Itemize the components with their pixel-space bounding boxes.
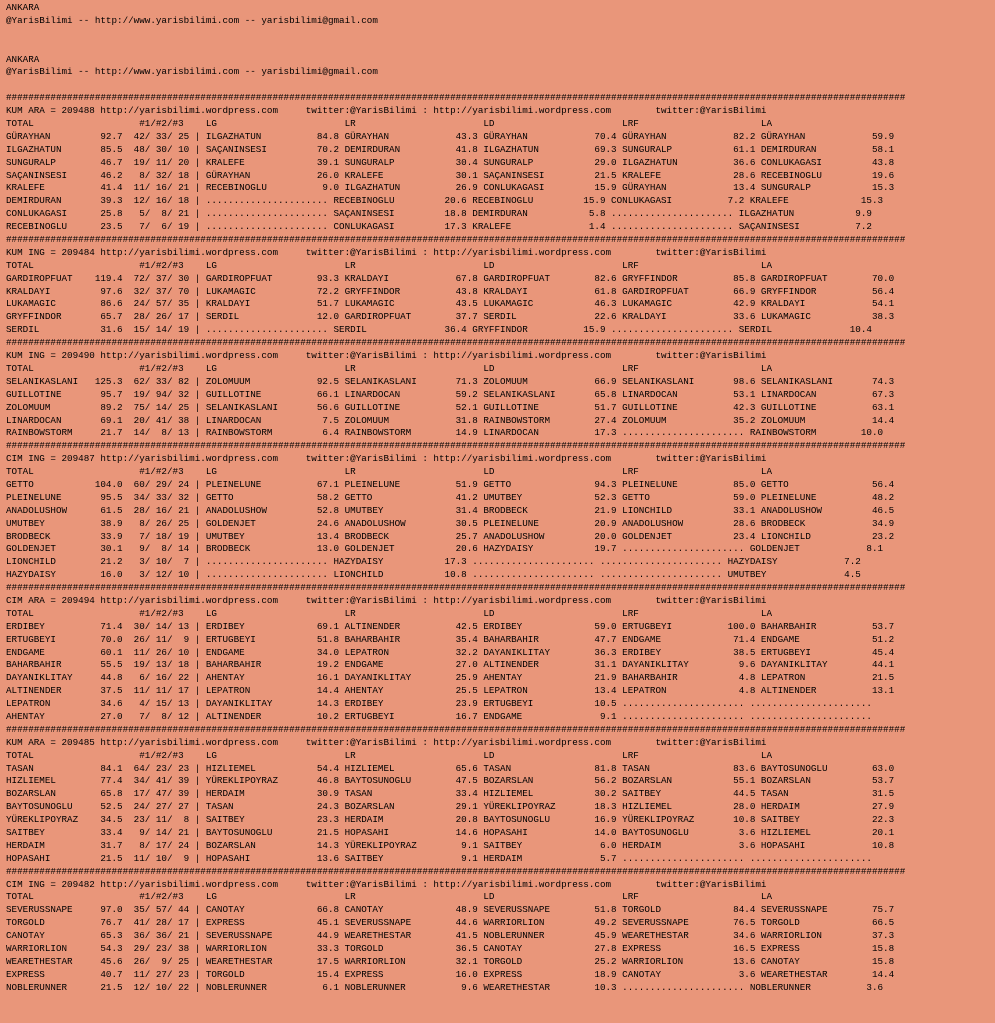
- race-header: KUM ING = 209490 http://yarisbilimi.wordpress.com twitter:@YarisBilimi : http://yarisbilimi.wordpress.com twitter:@YarisBilimi: [6, 350, 767, 362]
- result-row: CANOTAY 65.3 36/ 36/ 21 | SEVERUSSNAPE 44.9 WEARETHESTAR 41.5 NOBLERUNNER 45.9 WEARETHESTAR 34.6 WARRIORLION 37.3: [6, 930, 895, 942]
- section-divider: ##################################################################################################################################################################: [6, 440, 906, 452]
- result-row: HOPASAHI 21.5 11/ 10/ 9 | HOPASAHI 13.6 SAITBEY 9.1 HERDAIM 5.7 ...................... ......................: [6, 852, 872, 864]
- section-divider: ##################################################################################################################################################################: [6, 865, 906, 877]
- result-row: ERDIBEY 71.4 30/ 14/ 13 | ERDIBEY 69.1 ALTINENDER 42.5 ERDIBEY 59.0 ERTUGBEYI 100.0 BAHARBAHIR 53.7: [6, 620, 895, 632]
- result-row: GETTO 104.0 60/ 29/ 24 | PLEINELUNE 67.1 PLEINELUNE 51.9 GETTO 94.3 PLEINELUNE 85.0 GETTO 56.4: [6, 478, 895, 490]
- result-row: PLEINELUNE 95.5 34/ 33/ 32 | GETTO 58.2 GETTO 41.2 UMUTBEY 52.3 GETTO 59.0 PLEINELUNE 48.2: [6, 491, 895, 503]
- result-row: BAHARBAHIR 55.5 19/ 13/ 18 | BAHARBAHIR 19.2 ENDGAME 27.0 ALTINENDER 31.1 DAYANIKLITAY 9.6 DAYANIKLITAY 44.1: [6, 659, 895, 671]
- result-row: LUKAMAGIC 86.6 24/ 57/ 35 | KRALDAYI 51.7 LUKAMAGIC 43.5 LUKAMAGIC 46.3 LUKAMAGIC 42.9 KRALDAYI 54.1: [6, 298, 895, 310]
- section-divider: ##################################################################################################################################################################: [6, 723, 906, 735]
- result-row: ALTINENDER 37.5 11/ 11/ 17 | LEPATRON 14.4 AHENTAY 25.5 LEPATRON 13.4 LEPATRON 4.8 ALTINENDER 13.1: [6, 685, 895, 697]
- result-row: GRYFFINDOR 65.7 28/ 26/ 17 | SERDIL 12.0 GARDIROPFUAT 37.7 SERDIL 22.6 KRALDAYI 33.6 LUKAMAGIC 38.3: [6, 311, 895, 323]
- result-row: RECEBINOGLU 23.5 7/ 6/ 19 | ...................... CONLUKAGASI 17.3 KRALEFE 1.4 ...................... SAÇANINSESI 7.2: [6, 221, 872, 233]
- race-header: CIM ING = 209487 http://yarisbilimi.wordpress.com twitter:@YarisBilimi : http://yarisbilimi.wordpress.com twitter:@YarisBilimi: [6, 453, 767, 465]
- result-row: ENDGAME 60.1 11/ 26/ 10 | ENDGAME 34.0 LEPATRON 32.2 DAYANIKLITAY 36.3 ERDIBEY 38.5 ERTUGBEYI 45.4: [6, 646, 895, 658]
- column-header: TOTAL #1/#2/#3 LG LR LD LRF LA: [6, 118, 773, 130]
- column-header: TOTAL #1/#2/#3 LG LR LD LRF LA: [6, 466, 773, 478]
- result-row: EXPRESS 40.7 11/ 27/ 23 | TORGOLD 15.4 EXPRESS 16.0 EXPRESS 18.9 CANOTAY 3.6 WEARETHESTAR 14.4: [6, 968, 895, 980]
- result-row: GUILLOTINE 95.7 19/ 94/ 32 | GUILLOTINE 66.1 LINARDOCAN 59.2 SELANIKASLANI 65.8 LINARDOCAN 53.1 LINARDOCAN 67.3: [6, 388, 895, 400]
- city-title: ANKARA: [6, 53, 40, 65]
- result-row: SELANIKASLANI 125.3 62/ 33/ 82 | ZOLOMUUM 92.5 SELANIKASLANI 71.3 ZOLOMUUM 66.9 SELANIKASLANI 98.6 SELANIKASLANI 74.3: [6, 375, 895, 387]
- race-header: CIM ARA = 209494 http://yarisbilimi.wordpress.com twitter:@YarisBilimi : http://yarisbilimi.wordpress.com twitter:@YarisBilimi: [6, 594, 767, 606]
- column-header: TOTAL #1/#2/#3 LG LR LD LRF LA: [6, 362, 773, 374]
- result-row: KRALDAYI 97.6 32/ 37/ 70 | LUKAMAGIC 72.2 GRYFFINDOR 43.8 KRALDAYI 61.8 GARDIROPFUAT 66.9 GRYFFINDOR 56.4: [6, 285, 895, 297]
- result-row: BRODBECK 33.9 7/ 18/ 19 | UMUTBEY 13.4 BRODBECK 25.7 ANADOLUSHOW 20.0 GOLDENJET 23.4 LIONCHILD 23.2: [6, 530, 895, 542]
- result-row: BAYTOSUNOGLU 52.5 24/ 27/ 27 | TASAN 24.3 BOZARSLAN 29.1 YÜREKLIPOYRAZ 18.3 HIZLIEMEL 28.0 HERDAIM 27.9: [6, 801, 895, 813]
- result-row: GOLDENJET 30.1 9/ 8/ 14 | BRODBECK 13.0 GOLDENJET 20.6 HAZYDAISY 19.7 ...................... GOLDENJET 8.1: [6, 543, 884, 555]
- column-header: TOTAL #1/#2/#3 LG LR LD LRF LA: [6, 259, 773, 271]
- race-header: KUM ARA = 209485 http://yarisbilimi.wordpress.com twitter:@YarisBilimi : http://yarisbilimi.wordpress.com twitter:@YarisBilimi: [6, 736, 767, 748]
- result-row: SEVERUSSNAPE 97.0 35/ 57/ 44 | CANOTAY 66.8 CANOTAY 48.9 SEVERUSSNAPE 51.8 TORGOLD 84.4 SEVERUSSNAPE 75.7: [6, 904, 895, 916]
- result-row: GARDIROPFUAT 119.4 72/ 37/ 30 | GARDIROPFUAT 93.3 KRALDAYI 67.8 GARDIROPFUAT 82.6 GRYFFINDOR 85.8 GARDIROPFUAT 70.0: [6, 272, 895, 284]
- result-row: ILGAZHATUN 85.5 48/ 30/ 10 | SAÇANINSESI 70.2 DEMIRDURAN 41.8 ILGAZHATUN 69.3 SUNGURALP 61.1 DEMIRDURAN 58.1: [6, 143, 895, 155]
- result-row: LEPATRON 34.6 4/ 15/ 13 | DAYANIKLITAY 14.3 ERDIBEY 23.9 ERTUGBEYI 10.5 ...................... ......................: [6, 698, 872, 710]
- result-row: SAITBEY 33.4 9/ 14/ 21 | BAYTOSUNOGLU 21.5 HOPASAHI 14.6 HOPASAHI 14.0 BAYTOSUNOGLU 3.6 HIZLIEMEL 20.1: [6, 827, 895, 838]
- section-divider: ##################################################################################################################################################################: [6, 337, 906, 349]
- results-document: [6, 2, 905, 995]
- result-row: SUNGURALP 46.7 19/ 11/ 20 | KRALEFE 39.1 SUNGURALP 30.4 SUNGURALP 29.0 ILGAZHATUN 36.6 CONLUKAGASI 43.8: [6, 156, 895, 168]
- result-row: RAINBOWSTORM 21.7 14/ 8/ 13 | RAINBOWSTORM 6.4 RAINBOWSTORM 14.9 LINARDOCAN 17.3 ...................... RAINBOWSTORM 10.0: [6, 427, 884, 439]
- city-title: ANKARA: [6, 2, 40, 13]
- result-row: TASAN 84.1 64/ 23/ 23 | HIZLIEMEL 54.4 HIZLIEMEL 65.6 TASAN 81.8 TASAN 83.6 BAYTOSUNOGLU 63.0: [6, 762, 895, 774]
- result-row: LIONCHILD 21.2 3/ 10/ 7 | ...................... HAZYDAISY 17.3 ...................... ...................... HAZYDAISY 7.2: [6, 556, 861, 568]
- blank-line: [6, 79, 905, 92]
- result-row: HIZLIEMEL 77.4 34/ 41/ 39 | YÜREKLIPOYRAZ 46.8 BAYTOSUNOGLU 47.5 BOZARSLAN 56.2 BOZARSLAN 55.1 BOZARSLAN 53.7: [6, 775, 895, 787]
- result-row: ZOLOMUUM 89.2 75/ 14/ 25 | SELANIKASLANI 56.6 GUILLOTINE 52.1 GUILLOTINE 51.7 GUILLOTINE 42.3 GUILLOTINE 63.1: [6, 401, 895, 413]
- race-header: CIM ING = 209482 http://yarisbilimi.wordpress.com twitter:@YarisBilimi : http://yarisbilimi.wordpress.com twitter:@YarisBilimi: [6, 878, 767, 890]
- column-header: TOTAL #1/#2/#3 LG LR LD LRF LA: [6, 607, 773, 619]
- blank-line: [6, 41, 905, 54]
- result-row: NOBLERUNNER 21.5 12/ 10/ 22 | NOBLERUNNER 6.1 NOBLERUNNER 9.6 WEARETHESTAR 10.3 ...................... NOBLERUNNER 3.6: [6, 981, 884, 993]
- contact-line: @YarisBilimi -- http://www.yarisbilimi.com -- yarisbilimi@gmail.com: [6, 14, 378, 26]
- result-row: GÜRAYHAN 92.7 42/ 33/ 25 | ILGAZHATUN 84.8 GÜRAYHAN 43.3 GÜRAYHAN 70.4 GÜRAYHAN 82.2 GÜRAYHAN 59.9: [6, 130, 895, 142]
- result-row: KRALEFE 41.4 11/ 16/ 21 | RECEBINOGLU 9.0 ILGAZHATUN 26.9 CONLUKAGASI 15.9 GÜRAYHAN 13.4 SUNGURALP 15.3: [6, 182, 895, 194]
- section-divider: ##################################################################################################################################################################: [6, 234, 906, 246]
- result-row: CONLUKAGASI 25.8 5/ 8/ 21 | ...................... SAÇANINSESI 18.8 DEMIRDURAN 5.8 ...................... ILGAZHATUN 9.9: [6, 208, 872, 220]
- result-row: AHENTAY 27.0 7/ 8/ 12 | ALTINENDER 10.2 ERTUGBEYI 16.7 ENDGAME 9.1 ...................... ......................: [6, 710, 872, 722]
- result-row: HERDAIM 31.7 8/ 17/ 24 | BOZARSLAN 14.3 YÜREKLIPOYRAZ 9.1 SAITBEY 6.0 HERDAIM 3.6 HOPASAHI 10.8: [6, 839, 895, 851]
- blank-line: [6, 28, 905, 41]
- result-row: UMUTBEY 38.9 8/ 26/ 25 | GOLDENJET 24.6 ANADOLUSHOW 30.5 PLEINELUNE 20.9 ANADOLUSHOW 28.6 BRODBECK 34.9: [6, 517, 895, 529]
- section-divider: ##################################################################################################################################################################: [6, 582, 906, 594]
- result-row: SAÇANINSESI 46.2 8/ 32/ 18 | GÜRAYHAN 26.0 KRALEFE 30.1 SAÇANINSESI 21.5 KRALEFE 28.6 RECEBINOGLU 19.6: [6, 169, 895, 181]
- result-row: YÜREKLIPOYRAZ 34.5 23/ 11/ 8 | SAITBEY 23.3 HERDAIM 20.8 BAYTOSUNOGLU 16.9 YÜREKLIPOYRAZ 10.8 SAITBEY 22.3: [6, 814, 895, 826]
- result-row: ANADOLUSHOW 61.5 28/ 16/ 21 | ANADOLUSHOW 52.8 UMUTBEY 31.4 BRODBECK 21.9 LIONCHILD 33.1 ANADOLUSHOW 46.5: [6, 504, 895, 516]
- result-row: WEARETHESTAR 45.6 26/ 9/ 25 | WEARETHESTAR 17.5 WARRIORLION 32.1 TORGOLD 25.2 WARRIORLION 13.6 CANOTAY 15.8: [6, 955, 895, 967]
- column-header: TOTAL #1/#2/#3 LG LR LD LRF LA: [6, 749, 773, 761]
- race-header: KUM ING = 209484 http://yarisbilimi.wordpress.com twitter:@YarisBilimi : http://yarisbilimi.wordpress.com twitter:@YarisBilimi: [6, 246, 767, 258]
- race-header: KUM ARA = 209488 http://yarisbilimi.wordpress.com twitter:@YarisBilimi : http://yarisbilimi.wordpress.com twitter:@YarisBilimi: [6, 105, 767, 117]
- contact-line: @YarisBilimi -- http://www.yarisbilimi.com -- yarisbilimi@gmail.com: [6, 66, 378, 78]
- result-row: ERTUGBEYI 70.0 26/ 11/ 9 | ERTUGBEYI 51.8 BAHARBAHIR 35.4 BAHARBAHIR 47.7 ENDGAME 71.4 ENDGAME 51.2: [6, 633, 895, 645]
- result-row: TORGOLD 76.7 41/ 28/ 17 | EXPRESS 45.1 SEVERUSSNAPE 44.6 WARRIORLION 49.2 SEVERUSSNAPE 76.5 TORGOLD 66.5: [6, 917, 895, 929]
- result-row: DAYANIKLITAY 44.8 6/ 16/ 22 | AHENTAY 16.1 DAYANIKLITAY 25.9 AHENTAY 21.9 BAHARBAHIR 4.8 LEPATRON 21.5: [6, 672, 895, 684]
- result-row: DEMIRDURAN 39.3 12/ 16/ 18 | ...................... RECEBINOGLU 20.6 RECEBINOGLU 15.9 CONLUKAGASI 7.2 KRALEFE 15.3: [6, 195, 884, 207]
- column-header: TOTAL #1/#2/#3 LG LR LD LRF LA: [6, 891, 773, 903]
- result-row: LINARDOCAN 69.1 20/ 41/ 38 | LINARDOCAN 7.5 ZOLOMUUM 31.8 RAINBOWSTORM 27.4 ZOLOMUUM 35.2 ZOLOMUUM 14.4: [6, 414, 895, 426]
- result-row: BOZARSLAN 65.8 17/ 47/ 39 | HERDAIM 30.9 TASAN 33.4 HIZLIEMEL 30.2 SAITBEY 44.5 TASAN 31.5: [6, 788, 895, 800]
- result-row: HAZYDAISY 16.0 3/ 12/ 10 | ...................... LIONCHILD 10.8 ...................... ...................... UMUTBEY 4.5: [6, 569, 861, 581]
- result-row: WARRIORLION 54.3 29/ 23/ 38 | WARRIORLION 33.3 TORGOLD 36.5 CANOTAY 27.8 EXPRESS 16.5 EXPRESS 15.8: [6, 943, 895, 955]
- section-divider: ##################################################################################################################################################################: [6, 92, 906, 104]
- result-row: SERDIL 31.6 15/ 14/ 19 | ...................... SERDIL 36.4 GRYFFINDOR 15.9 ...................... SERDIL 10.4: [6, 324, 872, 336]
